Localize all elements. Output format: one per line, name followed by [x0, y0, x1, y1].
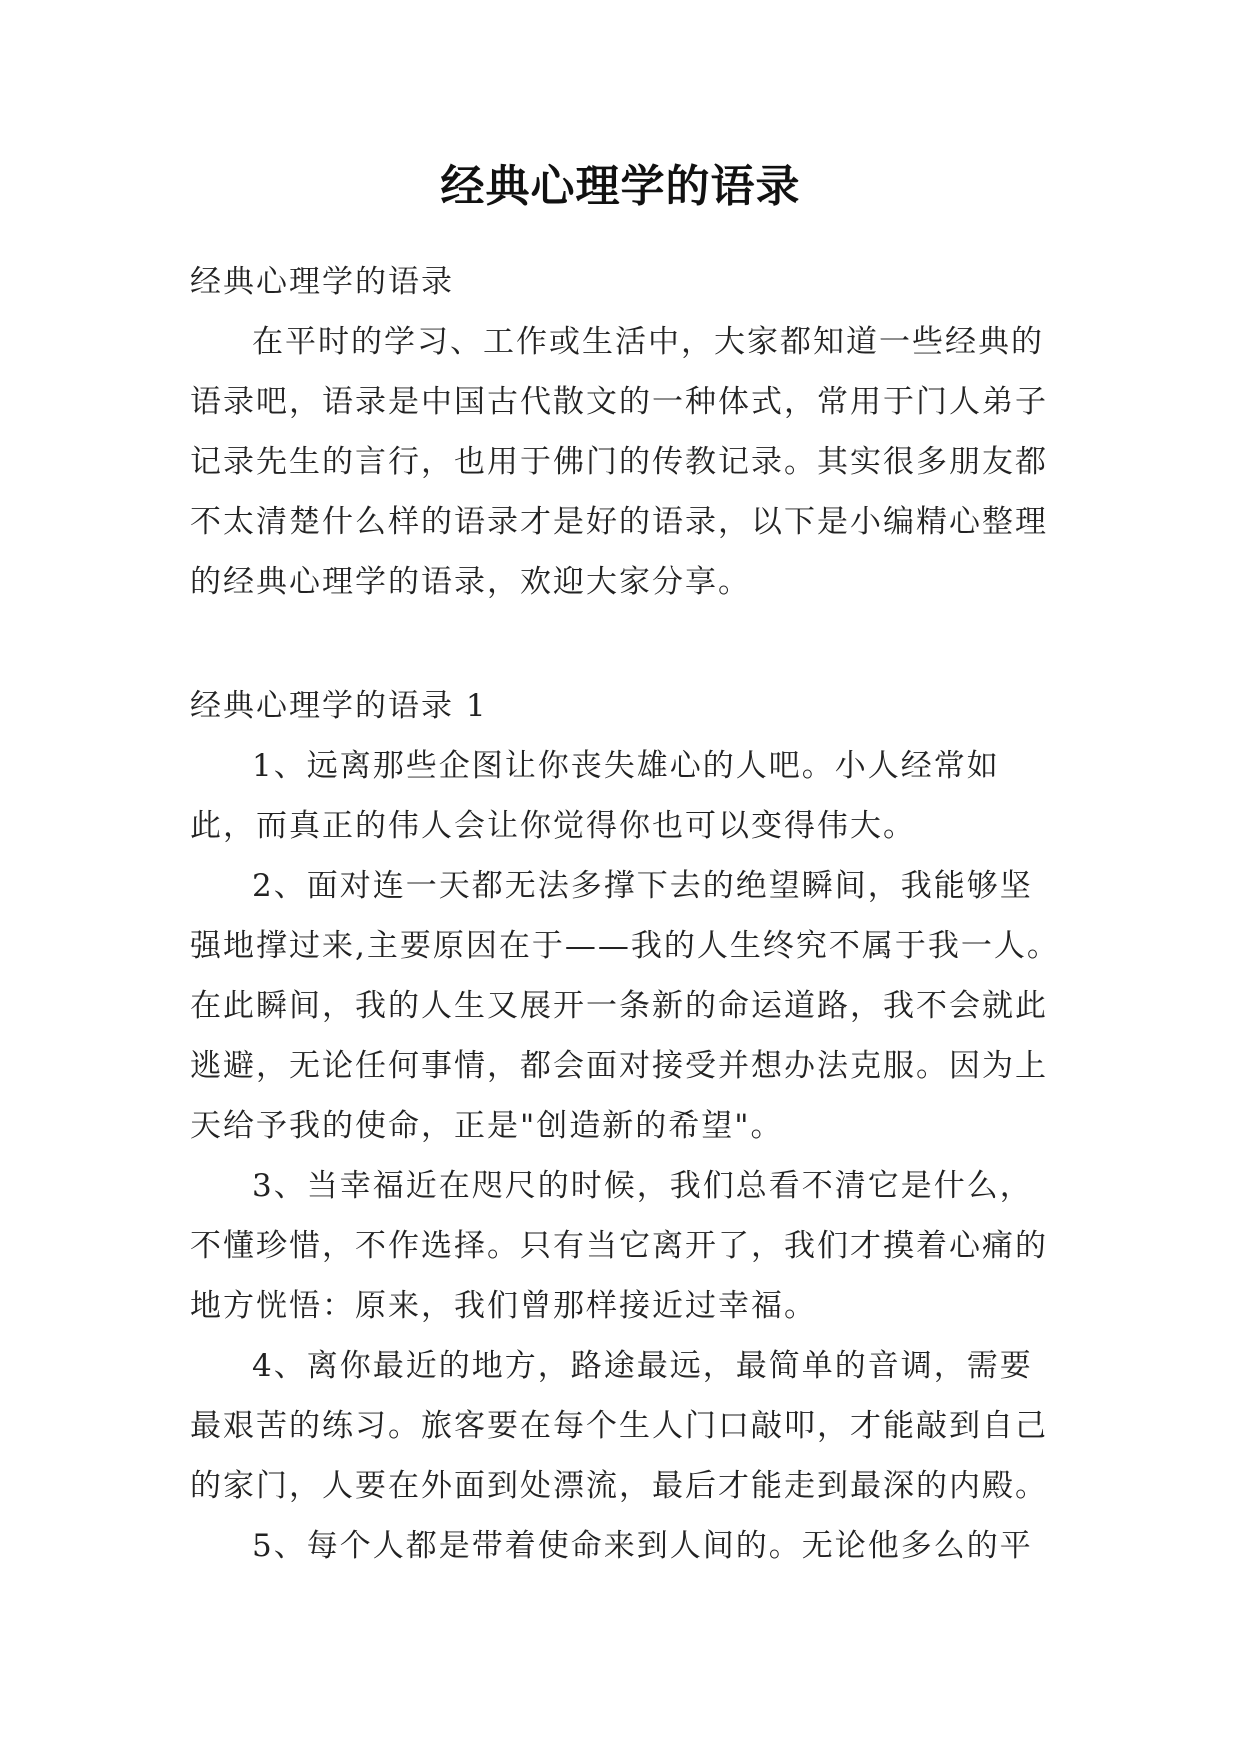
quote-paragraph: 2、面对连一天都无法多撑下去的绝望瞬间，我能够坚强地撑过来,主要原因在于——我的人生终究不属于我一人。在此瞬间，我的人生又展开一条新的命运道路，我不会就此逃避，无论任何事情，都会面对接受并想办法克服。因为上天给予我的使命，正是"创造新的希望"。: [190, 868, 1060, 1144]
section-heading: 经典心理学的语录: [190, 264, 454, 300]
document-title: 经典心理学的语录: [440, 161, 801, 212]
intro-paragraph: 在平时的学习、工作或生活中，大家都知道一些经典的语录吧，语录是中国古代散文的一种体式，常用于门人弟子记录先生的言行，也用于佛门的传教记录。其实很多朋友都不太清楚什么样的语录才是好的语录，以下是小编精心整理的经典心理学的语录，欢迎大家分享。: [190, 324, 1048, 600]
quote-paragraph: 4、离你最近的地方，路途最远，最简单的音调，需要最艰苦的练习。旅客要在每个生人门口敲叩，才能敲到自己的家门，人要在外面到处漂流，最后才能走到最深的内殿。: [190, 1348, 1048, 1504]
quote-paragraph: 1、远离那些企图让你丧失雄心的人吧。小人经常如此，而真正的伟人会让你觉得你也可以变得伟大。: [190, 748, 1000, 844]
quote-paragraph: 3、当幸福近在咫尺的时候，我们总看不清它是什么，不懂珍惜，不作选择。只有当它离开了，我们才摸着心痛的地方恍悟：原来，我们曾那样接近过幸福。: [190, 1168, 1048, 1324]
spacer: [190, 612, 1060, 676]
document-body: [190, 252, 1060, 1576]
section-heading-1: 经典心理学的语录 1: [190, 688, 488, 724]
quote-paragraph: 5、每个人都是带着使命来到人间的。无论他多么的平: [252, 1528, 1033, 1564]
